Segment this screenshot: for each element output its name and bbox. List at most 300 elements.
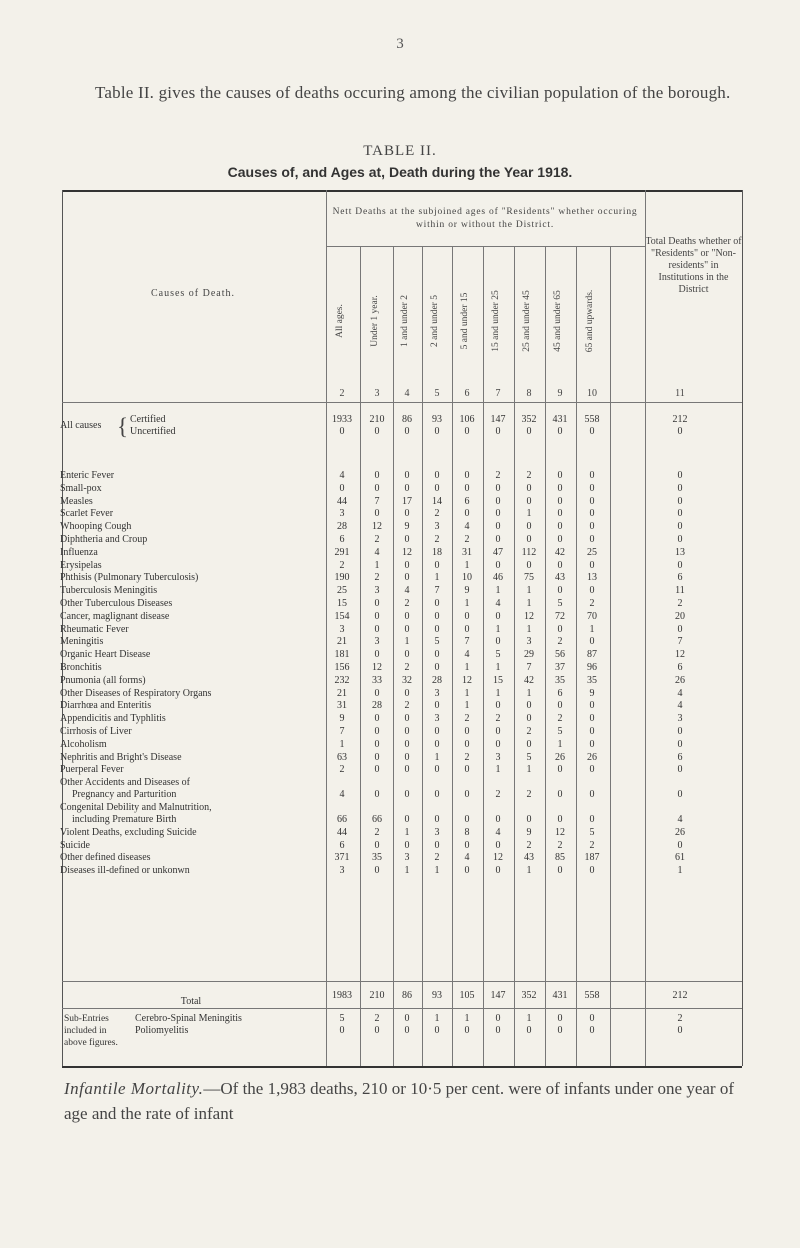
table-cell: 0 xyxy=(589,585,595,597)
table-cell: 0 xyxy=(677,508,683,520)
table-cell: 0 xyxy=(374,687,380,699)
table-cell: 25 xyxy=(587,546,597,558)
table-cell: 1 xyxy=(526,764,532,776)
table-cell: 0 xyxy=(495,482,501,494)
row-divider xyxy=(62,402,742,403)
table-cell: 0 xyxy=(374,470,380,481)
table-cell: 0 xyxy=(434,662,440,673)
table-cell: 3 xyxy=(339,865,345,877)
table-cell: 1 xyxy=(404,636,410,648)
table-caption: Causes of, and Ages at, Death during the Year 1918. xyxy=(227,164,573,180)
table-cell: 0 xyxy=(495,426,501,437)
sub-entry-cell: 0 xyxy=(495,1013,501,1024)
table-cell: 0 xyxy=(404,839,410,851)
total-cell: 210 xyxy=(369,990,385,1001)
table-cell: 35 xyxy=(372,852,382,864)
column-number: 7 xyxy=(495,388,501,399)
cause-label: Violent Deaths, excluding Suicide xyxy=(60,826,197,838)
table-cell: 4 xyxy=(677,687,683,699)
cause-label: Small-pox xyxy=(60,482,102,494)
table-cell: 37 xyxy=(555,662,565,673)
table-cell: 2 xyxy=(404,700,410,712)
cause-label: Cirrhosis of Liver xyxy=(60,726,132,737)
table-cell: 1 xyxy=(495,687,501,699)
table-cell: 21 xyxy=(337,636,347,648)
sub-entry-cell: 0 xyxy=(677,1025,683,1036)
table-cell: 0 xyxy=(526,426,532,437)
table-cell: 1 xyxy=(526,598,532,609)
total-cell: 558 xyxy=(584,990,600,1001)
table-cell: 212 xyxy=(672,414,688,425)
table-cell: 0 xyxy=(677,726,683,737)
sub-entry-cell: 2 xyxy=(374,1013,380,1024)
intro-paragraph: Table II. gives the causes of deaths occuring among the civilian population of the borough. xyxy=(95,83,731,102)
sub-entry-cell: 2 xyxy=(677,1013,683,1024)
total-cell: 147 xyxy=(490,990,506,1001)
column-number: 9 xyxy=(557,388,563,399)
table-cell: 28 xyxy=(432,674,442,686)
table-bottom-rule xyxy=(62,1066,742,1068)
column-number: 8 xyxy=(526,388,532,399)
table-cell: 0 xyxy=(526,534,532,545)
table-cell: 7 xyxy=(374,495,380,507)
table-cell: 6 xyxy=(677,751,683,763)
table-cell: 0 xyxy=(404,623,410,635)
sub-entry-cell: 0 xyxy=(464,1025,470,1036)
column-number: 3 xyxy=(374,388,380,399)
column-number: 11 xyxy=(675,388,685,399)
table-cell: 0 xyxy=(589,789,595,801)
table-cell: 4 xyxy=(464,852,470,864)
column-number: 10 xyxy=(587,388,597,399)
sub-entry-label: Poliomyelitis xyxy=(135,1025,189,1036)
table-cell: 0 xyxy=(434,738,440,750)
table-cell: 0 xyxy=(404,738,410,750)
table-cell: 0 xyxy=(434,764,440,776)
table-cell: 190 xyxy=(334,572,350,584)
cause-label: Suicide xyxy=(60,839,90,851)
age-column-header: 65 and upwards. xyxy=(585,289,595,353)
table-cell: 1 xyxy=(495,662,501,673)
table-cell: 35 xyxy=(555,674,565,686)
table-cell: 0 xyxy=(374,751,380,763)
cause-label: Influenza xyxy=(60,546,98,558)
table-cell: 7 xyxy=(434,585,440,597)
table-cell: 4 xyxy=(677,700,683,712)
table-cell: 11 xyxy=(675,585,685,597)
table-cell: 2 xyxy=(374,534,380,545)
table-cell: 2 xyxy=(464,534,470,545)
table-cell: 0 xyxy=(677,738,683,750)
table-cell: 9 xyxy=(464,585,470,597)
table-cell: 2 xyxy=(495,713,501,725)
column-divider xyxy=(610,246,611,1066)
table-cell: 2 xyxy=(526,726,532,737)
table-cell: 0 xyxy=(589,559,595,571)
table-cell: 44 xyxy=(337,495,347,507)
table-cell: 2 xyxy=(557,713,563,725)
table-cell: 21 xyxy=(337,687,347,699)
table-cell: 7 xyxy=(339,726,345,737)
table-cell: 0 xyxy=(374,426,380,437)
table-cell: 0 xyxy=(464,726,470,737)
table-cell: 3 xyxy=(434,521,440,533)
table-cell: 0 xyxy=(404,572,410,584)
table-cell: 0 xyxy=(495,839,501,851)
table-cell: 0 xyxy=(404,610,410,622)
column-number: 4 xyxy=(404,388,410,399)
table-cell: 0 xyxy=(434,623,440,635)
table-cell: 5 xyxy=(589,826,595,838)
table-cell: 3 xyxy=(374,585,380,597)
age-column-header: 45 and under 65 xyxy=(553,290,563,352)
table-cell: 0 xyxy=(589,738,595,750)
table-cell: 2 xyxy=(526,839,532,851)
table-cell: 0 xyxy=(677,426,683,437)
table-cell: 0 xyxy=(557,470,563,481)
table-cell: 8 xyxy=(464,826,470,838)
footer-text: —Of the 1,983 deaths, 210 or 10·5 per cent. were of infants under one year of age and the rate of infant xyxy=(64,1079,734,1123)
table-cell: 5 xyxy=(495,649,501,661)
table-cell: 0 xyxy=(677,764,683,776)
table-cell: 18 xyxy=(432,546,442,558)
table-cell: 70 xyxy=(587,610,597,622)
table-cell: 1 xyxy=(526,865,532,877)
table-cell: 0 xyxy=(677,521,683,533)
table-cell: 2 xyxy=(464,751,470,763)
table-cell: 3 xyxy=(339,623,345,635)
table-cell: 1 xyxy=(526,585,532,597)
table-cell: 6 xyxy=(464,495,470,507)
table-cell: 0 xyxy=(434,426,440,437)
header-nett-deaths: Nett Deaths at the subjoined ages of "Residents" whether occuring within or without the District. xyxy=(332,207,638,230)
table-cell: 0 xyxy=(557,559,563,571)
table-cell: 1 xyxy=(526,623,532,635)
table-cell: 3 xyxy=(434,826,440,838)
table-cell: 0 xyxy=(526,738,532,750)
total-cell: 212 xyxy=(672,990,688,1001)
table-cell: 0 xyxy=(374,713,380,725)
table-cell: 0 xyxy=(404,713,410,725)
table-cell: 0 xyxy=(677,789,683,801)
table-cell: 2 xyxy=(434,508,440,520)
table-cell: 2 xyxy=(526,470,532,481)
column-divider xyxy=(360,246,361,1066)
table-cell: 12 xyxy=(675,649,685,661)
table-cell: 2 xyxy=(589,598,595,609)
table-cell: 0 xyxy=(495,534,501,545)
table-cell: 2 xyxy=(495,789,501,801)
table-cell: 4 xyxy=(677,814,683,825)
table-cell: 26 xyxy=(675,674,685,686)
table-cell: 2 xyxy=(589,839,595,851)
table-label: TABLE II. xyxy=(363,143,437,159)
table-cell: 9 xyxy=(589,687,595,699)
table-cell: 0 xyxy=(526,559,532,571)
cause-label: Congenital Debility and Malnutrition, xyxy=(60,802,212,813)
table-cell: 371 xyxy=(334,852,350,864)
table-cell: 2 xyxy=(404,598,410,609)
table-cell: 0 xyxy=(374,598,380,609)
table-cell: 291 xyxy=(334,546,350,558)
table-cell: 0 xyxy=(464,482,470,494)
total-cell: 93 xyxy=(432,990,442,1001)
table-cell: 2 xyxy=(434,534,440,545)
table-cell: 25 xyxy=(337,585,347,597)
table-cell: 0 xyxy=(589,521,595,533)
table-cell: 0 xyxy=(404,764,410,776)
row-divider xyxy=(62,981,742,982)
table-cell: 3 xyxy=(434,713,440,725)
row-divider xyxy=(62,1008,742,1009)
table-cell: 3 xyxy=(495,751,501,763)
table-cell: 1 xyxy=(404,865,410,877)
table-cell: 2 xyxy=(374,572,380,584)
table-cell: 1933 xyxy=(332,414,352,425)
table-cell: 4 xyxy=(464,649,470,661)
table-cell: 13 xyxy=(675,546,685,558)
table-cell: 12 xyxy=(462,674,472,686)
cause-label: Measles xyxy=(60,495,93,507)
table-cell: 0 xyxy=(404,534,410,545)
table-cell: 12 xyxy=(372,662,382,673)
table-cell: 12 xyxy=(555,826,565,838)
table-cell: 0 xyxy=(434,482,440,494)
table-cell: 0 xyxy=(589,495,595,507)
age-column-header: 15 and under 25 xyxy=(491,290,501,352)
table-cell: 0 xyxy=(434,789,440,801)
table-cell: 0 xyxy=(526,521,532,533)
table-cell: 0 xyxy=(495,508,501,520)
sub-entry-cell: 1 xyxy=(526,1013,532,1024)
table-cell: 3 xyxy=(677,713,683,725)
table-cell: 0 xyxy=(374,508,380,520)
table-cell: 210 xyxy=(369,414,385,425)
table-cell: 147 xyxy=(490,414,506,425)
table-cell: 0 xyxy=(434,700,440,712)
age-column-header: Under 1 year. xyxy=(370,295,380,347)
table-cell: 72 xyxy=(555,610,565,622)
table-cell: 2 xyxy=(339,764,345,776)
table-cell: 0 xyxy=(464,789,470,801)
table-cell: 0 xyxy=(374,789,380,801)
total-cell: 1983 xyxy=(332,990,352,1001)
table-cell: 15 xyxy=(493,674,503,686)
table-cell: 3 xyxy=(374,636,380,648)
age-column-header: 5 and under 15 xyxy=(460,292,470,350)
table-cell: 0 xyxy=(464,470,470,481)
table-cell: 1 xyxy=(374,559,380,571)
table-cell: 42 xyxy=(555,546,565,558)
all-causes-row-label: Certified xyxy=(130,414,166,425)
table-cell: 0 xyxy=(526,482,532,494)
table-cell: 13 xyxy=(587,572,597,584)
table-cell: 0 xyxy=(589,700,595,712)
table-cell: 26 xyxy=(555,751,565,763)
table-cell: 1 xyxy=(677,865,683,877)
all-causes-label: All causes xyxy=(60,420,102,431)
table-cell: 0 xyxy=(495,700,501,712)
table-cell: 0 xyxy=(339,482,345,494)
table-cell: 1 xyxy=(464,662,470,673)
table-cell: 0 xyxy=(374,865,380,877)
table-cell: 4 xyxy=(339,470,345,481)
table-cell: 0 xyxy=(495,559,501,571)
table-cell: 12 xyxy=(372,521,382,533)
table-cell: 0 xyxy=(374,839,380,851)
sub-entry-cell: 5 xyxy=(339,1013,345,1024)
table-cell: 2 xyxy=(677,598,683,609)
cause-label: Erysipelas xyxy=(60,559,102,571)
table-cell: 0 xyxy=(589,726,595,737)
table-cell: 2 xyxy=(464,713,470,725)
table-cell: 4 xyxy=(495,826,501,838)
table-cell: 6 xyxy=(677,662,683,673)
header-causes: Causes of Death. xyxy=(150,288,236,299)
table-cell: 0 xyxy=(557,623,563,635)
table-cell: 47 xyxy=(493,546,503,558)
table-cell: 96 xyxy=(587,662,597,673)
sub-entry-cell: 0 xyxy=(557,1013,563,1024)
table-cell: 106 xyxy=(459,414,475,425)
table-cell: 558 xyxy=(584,414,600,425)
cause-label: Diseases ill-defined or unkonwn xyxy=(60,865,190,877)
table-cell: 0 xyxy=(557,865,563,877)
table-cell: 0 xyxy=(589,814,595,825)
table-cell: 4 xyxy=(374,546,380,558)
cause-label: Other Diseases of Respiratory Organs xyxy=(60,687,212,699)
table-cell: 1 xyxy=(339,738,345,750)
table-cell: 26 xyxy=(587,751,597,763)
table-cell: 2 xyxy=(557,636,563,648)
table-cell: 31 xyxy=(462,546,472,558)
row-divider xyxy=(326,246,645,247)
column-number: 5 xyxy=(434,388,440,399)
table-cell: 61 xyxy=(675,852,685,864)
cause-label: Meningitis xyxy=(60,636,104,648)
table-cell: 1 xyxy=(589,623,595,635)
table-cell: 1 xyxy=(495,623,501,635)
table-cell: 0 xyxy=(557,521,563,533)
table-cell: 2 xyxy=(434,852,440,864)
table-cell: 0 xyxy=(339,426,345,437)
table-cell: 7 xyxy=(677,636,683,648)
table-cell: 0 xyxy=(495,726,501,737)
table-cell: 2 xyxy=(404,662,410,673)
table-cell: 3 xyxy=(434,687,440,699)
sub-entry-cell: 0 xyxy=(495,1025,501,1036)
table-cell: 232 xyxy=(334,674,350,686)
table-cell: 0 xyxy=(374,738,380,750)
table-cell: 33 xyxy=(372,674,382,686)
table-cell: 42 xyxy=(524,674,534,686)
table-cell: 154 xyxy=(334,610,350,622)
sub-entry-cell: 0 xyxy=(589,1025,595,1036)
table-cell: 0 xyxy=(464,764,470,776)
table-cell: 6 xyxy=(339,839,345,851)
cause-label: Whooping Cough xyxy=(60,521,132,533)
table-cell: 0 xyxy=(677,534,683,545)
sub-entry-cell: 0 xyxy=(526,1025,532,1036)
table-cell: 352 xyxy=(521,414,537,425)
table-cell: 26 xyxy=(675,826,685,838)
table-cell: 9 xyxy=(339,713,345,725)
table-cell: 5 xyxy=(526,751,532,763)
sub-entry-cell: 0 xyxy=(404,1013,410,1024)
cause-label: Nephritis and Bright's Disease xyxy=(60,751,182,763)
table-cell: 0 xyxy=(434,470,440,481)
table-cell: 0 xyxy=(557,814,563,825)
table-cell: 6 xyxy=(557,687,563,699)
table-cell: 0 xyxy=(434,814,440,825)
column-number: 2 xyxy=(339,388,345,399)
table-cell: 0 xyxy=(404,789,410,801)
table-cell: 1 xyxy=(434,865,440,877)
footer-paragraph xyxy=(64,1076,754,1126)
age-column-header: 2 and under 5 xyxy=(430,295,440,347)
cause-label: Tuberculosis Meningitis xyxy=(60,585,158,597)
table-cell: 35 xyxy=(587,674,597,686)
table-cell: 0 xyxy=(677,470,683,481)
table-cell: 0 xyxy=(557,789,563,801)
cause-label: Enteric Fever xyxy=(60,470,115,481)
table-cell: 4 xyxy=(404,585,410,597)
table-cell: 7 xyxy=(526,662,532,673)
table-cell: 2 xyxy=(495,470,501,481)
table-cell: 9 xyxy=(404,521,410,533)
table-cell: 56 xyxy=(555,649,565,661)
table-cell: 0 xyxy=(464,865,470,877)
table-cell: 75 xyxy=(524,572,534,584)
table-cell: 0 xyxy=(434,598,440,609)
table-cell: 5 xyxy=(557,726,563,737)
sub-entry-cell: 0 xyxy=(434,1025,440,1036)
table-cell: 0 xyxy=(557,508,563,520)
table-cell: 0 xyxy=(374,610,380,622)
table-cell: 1 xyxy=(434,572,440,584)
age-column-header: 1 and under 2 xyxy=(400,295,410,347)
table-cell: 0 xyxy=(677,559,683,571)
table-cell: 28 xyxy=(337,521,347,533)
table-cell: 0 xyxy=(589,426,595,437)
cause-label: Alcoholism xyxy=(60,738,107,750)
cause-label: Scarlet Fever xyxy=(60,508,114,520)
table-cell: 0 xyxy=(557,534,563,545)
table-cell: 43 xyxy=(524,852,534,864)
table-cell: 0 xyxy=(677,482,683,494)
total-cell: 352 xyxy=(521,990,537,1001)
table-cell: 6 xyxy=(677,572,683,584)
table-cell: 0 xyxy=(404,508,410,520)
table-cell: 0 xyxy=(589,764,595,776)
table-cell: 93 xyxy=(432,414,442,425)
column-number: 6 xyxy=(464,388,470,399)
table-cell: 32 xyxy=(402,674,412,686)
table-cell: 4 xyxy=(495,598,501,609)
brace-symbol: { xyxy=(117,414,129,439)
table-cell: 29 xyxy=(524,649,534,661)
table-cell: 0 xyxy=(464,814,470,825)
cause-label: Diarrhœa and Enteritis xyxy=(60,700,152,712)
table-cell: 17 xyxy=(402,495,412,507)
sub-entry-cell: 0 xyxy=(589,1013,595,1024)
table-cell: 1 xyxy=(464,687,470,699)
table-cell: 0 xyxy=(526,814,532,825)
footer-heading: Infantile Mortality. xyxy=(64,1079,204,1098)
all-causes-row-label: Uncertified xyxy=(130,426,176,437)
table-cell: 0 xyxy=(374,482,380,494)
table-cell: 0 xyxy=(526,495,532,507)
